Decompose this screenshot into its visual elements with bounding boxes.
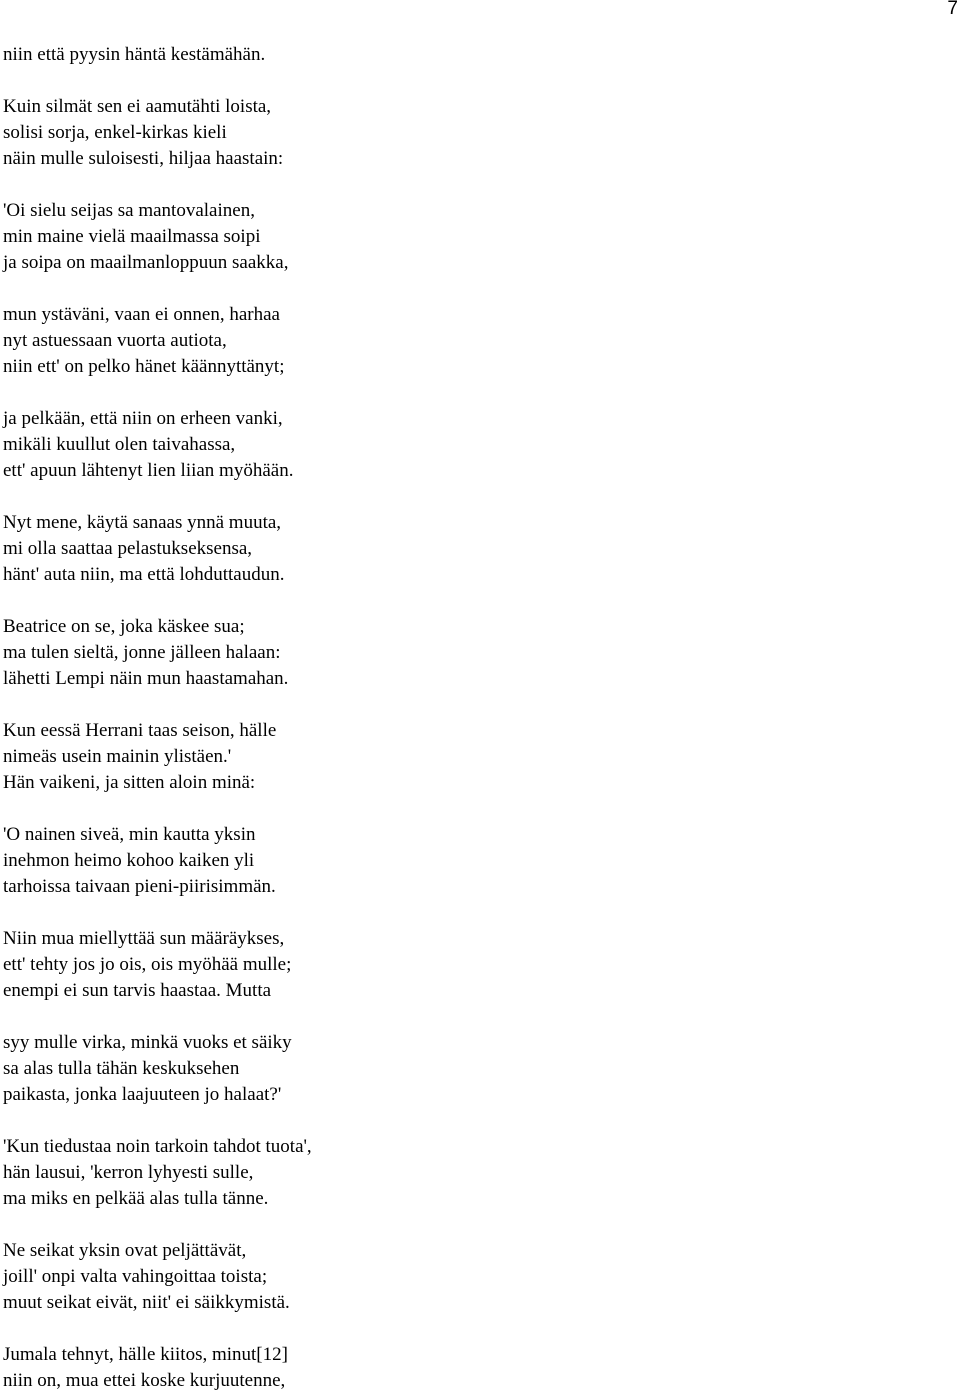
verse-line: Ne seikat yksin ovat peljättävät, xyxy=(3,1240,247,1261)
verse-line: niin on, mua ettei koske kurjuutenne, xyxy=(3,1370,286,1391)
verse-line: mi olla saattaa pelastukseksensa, xyxy=(3,538,253,559)
verse-line: 'O nainen siveä, min kautta yksin xyxy=(3,824,256,845)
verse-line: niin ett' on pelko hänet käännyttänyt; xyxy=(3,356,285,377)
verse-line: mun ystäväni, vaan ei onnen, harhaa xyxy=(3,304,280,325)
verse-line: 'Kun tiedustaa noin tarkoin tahdot tuota', xyxy=(3,1136,312,1157)
verse-line: sa alas tulla tähän keskuksehen xyxy=(3,1058,240,1079)
verse-line: Niin mua miellyttää sun määräykses, xyxy=(3,928,285,949)
verse-line: Kun eessä Herrani taas seison, hälle xyxy=(3,720,277,741)
verse-line: ett' tehty jos jo ois, ois myöhää mulle; xyxy=(3,954,292,975)
verse-line: ma tulen sieltä, jonne jälleen halaan: xyxy=(3,642,281,663)
stanza xyxy=(3,1134,312,1212)
verse-line: solisi sorja, enkel-kirkas kieli xyxy=(3,122,227,143)
verse-line: lähetti Lempi näin mun haastamahan. xyxy=(3,668,289,689)
stanza xyxy=(3,1238,312,1316)
stanza xyxy=(3,302,312,380)
verse-line: Jumala tehnyt, hälle kiitos, minut[12] xyxy=(3,1344,288,1365)
verse-line: hän lausui, 'kerron lyhyesti sulle, xyxy=(3,1162,254,1183)
verse-line: hänt' auta niin, ma että lohduttaudun. xyxy=(3,564,285,585)
verse-line: näin mulle suloisesti, hiljaa haastain: xyxy=(3,148,284,169)
verse-line: tarhoissa taivaan pieni-piirisimmän. xyxy=(3,876,276,897)
verse-line: Nyt mene, käytä sanaas ynnä muuta, xyxy=(3,512,282,533)
stanza xyxy=(3,510,312,588)
stanza xyxy=(3,1342,312,1394)
verse-line: paikasta, jonka laajuuteen jo halaat?' xyxy=(3,1084,282,1105)
stanza xyxy=(3,614,312,692)
stanza xyxy=(3,94,312,172)
verse-line: syy mulle virka, minkä vuoks et säiky xyxy=(3,1032,292,1053)
verse-line: min maine vielä maailmassa soipi xyxy=(3,226,261,247)
verse-line: ett' apuun lähtenyt lien liian myöhään. xyxy=(3,460,294,481)
verse-line: niin että pyysin häntä kestämähän. xyxy=(3,44,266,65)
verse-line: mikäli kuullut olen taivahassa, xyxy=(3,434,236,455)
verse-line: inehmon heimo kohoo kaiken yli xyxy=(3,850,255,871)
stanza xyxy=(3,406,312,484)
verse-line: ma miks en pelkää alas tulla tänne. xyxy=(3,1188,269,1209)
verse-line: joill' onpi valta vahingoittaa toista; xyxy=(3,1266,268,1287)
verse-line: Hän vaikeni, ja sitten aloin minä: xyxy=(3,772,256,793)
verse-line: ja soipa on maailmanloppuun saakka, xyxy=(3,252,289,273)
verse-line: nimeäs usein mainin ylistäen.' xyxy=(3,746,232,767)
verse-line: 'Oi sielu seijas sa mantovalainen, xyxy=(3,200,255,221)
verse-line: Kuin silmät sen ei aamutähti loista, xyxy=(3,96,272,117)
stanza xyxy=(3,770,312,796)
verse-line: nyt astuessaan vuorta autiota, xyxy=(3,330,227,351)
stanza xyxy=(3,718,312,770)
stanza xyxy=(3,1030,312,1108)
stanza xyxy=(3,198,312,276)
verse-line: ja pelkään, että niin on erheen vanki, xyxy=(3,408,283,429)
verse-line: muut seikat eivät, niit' ei säikkymistä. xyxy=(3,1292,290,1313)
stanza xyxy=(3,42,312,68)
verse-line: Beatrice on se, joka käskee sua; xyxy=(3,616,245,637)
verse-line: enempi ei sun tarvis haastaa. Mutta xyxy=(3,980,272,1001)
stanza xyxy=(3,926,312,1004)
poem-text xyxy=(3,42,312,1394)
stanza xyxy=(3,822,312,900)
page-number: 7 xyxy=(947,0,958,19)
